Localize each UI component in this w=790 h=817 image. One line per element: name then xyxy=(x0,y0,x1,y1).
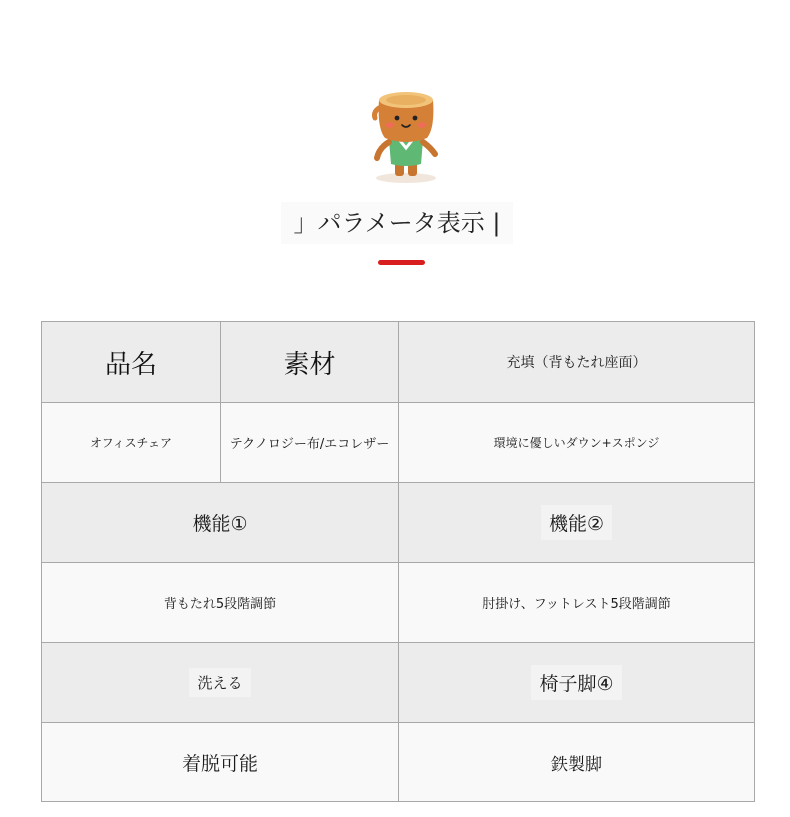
table-header-cell xyxy=(42,643,399,723)
table-cell xyxy=(42,723,399,801)
table-cell xyxy=(399,723,754,801)
table-header-cell xyxy=(42,322,221,403)
value-filling: 環境に優しいダウン+スポンジ xyxy=(493,436,660,450)
table-cell xyxy=(42,563,399,643)
value-material: テクノロジー布/エコレザー xyxy=(229,437,390,452)
table-cell xyxy=(399,563,754,643)
value-product-name: オフィスチェア xyxy=(89,436,173,450)
table-header-cell xyxy=(221,322,399,403)
header-product-name: 品名 xyxy=(104,349,157,380)
value-washable: 着脱可能 xyxy=(181,752,258,775)
header-material: 素材 xyxy=(283,349,336,380)
header-washable: 洗える xyxy=(189,668,250,697)
value-function-1: 背もたれ5段階調節 xyxy=(163,597,277,612)
table-header-cell xyxy=(399,643,754,723)
table-cell xyxy=(221,403,399,483)
value-function-2: 肘掛け、フットレスト5段階調節 xyxy=(482,597,671,612)
table-cell xyxy=(399,403,754,483)
table-header-cell xyxy=(399,483,754,563)
tree-stump-mascot-icon xyxy=(365,88,445,186)
header-chair-legs: 椅子脚④ xyxy=(531,665,621,700)
header-filling: 充填（背もたれ座面） xyxy=(506,355,647,371)
table-header-cell xyxy=(42,483,399,563)
parameter-table xyxy=(41,321,755,802)
table-cell xyxy=(42,403,221,483)
title-underline xyxy=(378,260,425,265)
value-chair-legs: 鉄製脚 xyxy=(551,754,602,775)
table-header-cell xyxy=(399,322,754,403)
page-title: 」パラメータ表示 | xyxy=(281,202,513,244)
header-function-1: 機能① xyxy=(192,513,248,535)
header-function-2: 機能② xyxy=(541,505,612,540)
